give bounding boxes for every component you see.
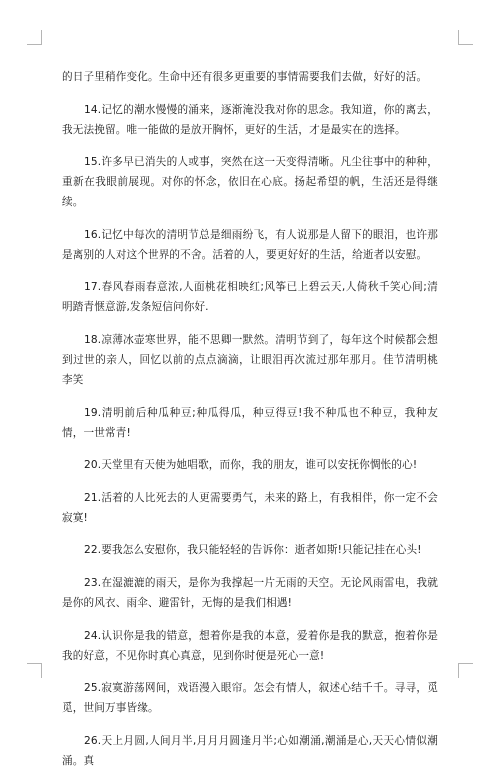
crop-mark-top-left bbox=[27, 30, 42, 45]
paragraph-24: 24.认识你是我的错意，想着你是我的本意，爱着你是我的默意，抱着你是我的好意，不见你时真心真意，见到你时便是死心一意! bbox=[62, 629, 438, 662]
paragraph-14: 14.记忆的潮水慢慢的涌来，逐渐淹没我对你的思念。我知道，你的离去，我无法挽留。唯一能做的是放开胸怀，更好的生活，才是最实在的选择。 bbox=[62, 103, 438, 136]
paragraph-26: 26.天上月圆,人间月半,月月月圆逢月半;心如潮涌,潮涌是心,天天心情似潮涌。真 bbox=[62, 734, 438, 767]
paragraph-17: 17.春风春雨春意浓,人面桃花相映红;风筝已上碧云天,人倚秋千笑心间;清明踏青惬意游,发条短信问你好. bbox=[62, 281, 438, 314]
paragraph-25: 25.寂寞游荡网间，戏语漫入眼帘。怎会有情人，叙述心结千千。寻寻，觅觅，世间万事皆缘。 bbox=[62, 682, 438, 715]
paragraph-15: 15.许多早已消失的人或事，突然在这一天变得清晰。凡尘往事中的种种，重新在我眼前展现。对你的怀念，依旧在心底。扬起希望的帆，生活还是得继续。 bbox=[62, 156, 438, 209]
crop-mark-bottom-right bbox=[458, 663, 473, 678]
paragraph-18: 18.凉薄冰壶寒世界，能不思卿一默然。清明节到了，每年这个时候都会想到过世的亲人，回忆以前的点点滴滴，让眼泪再次流过那年那月。佳节清明桃李笑 bbox=[62, 333, 438, 386]
paragraph-16: 16.记忆中每次的清明节总是细雨纷飞，有人说那是人留下的眼泪，也许那是离别的人对这个世界的不舍。活着的人，要更好好的生活，给逝者以安慰。 bbox=[62, 228, 438, 261]
document-body bbox=[62, 67, 438, 783]
paragraph-19: 19.清明前后种瓜种豆;种瓜得瓜，种豆得豆!我不种瓜也不种豆，我种友情，一世常青! bbox=[62, 406, 438, 439]
paragraph-continuation: 的日子里稍作变化。生命中还有很多更重要的事情需要我们去做，好好的活。 bbox=[62, 71, 428, 83]
crop-mark-bottom-left bbox=[27, 663, 42, 678]
paragraph-20: 20.天堂里有天使为她唱歌，而你，我的朋友，谁可以安抚你惆怅的心! bbox=[84, 459, 418, 472]
paragraph-21: 21.活着的人比死去的人更需要勇气，未来的路上，有我相伴，你一定不会寂寞! bbox=[62, 491, 438, 524]
crop-mark-top-right bbox=[458, 30, 473, 45]
paragraph-23: 23.在湿漉漉的雨天，是你为我撑起一片无雨的天空。无论风雨雷电，我就是你的风衣、雨伞、避雷针，无悔的是我们相遇! bbox=[62, 576, 438, 609]
paragraph-22: 22.要我怎么安慰你，我只能轻轻的告诉你：逝者如斯!只能记挂在心头! bbox=[84, 544, 422, 557]
